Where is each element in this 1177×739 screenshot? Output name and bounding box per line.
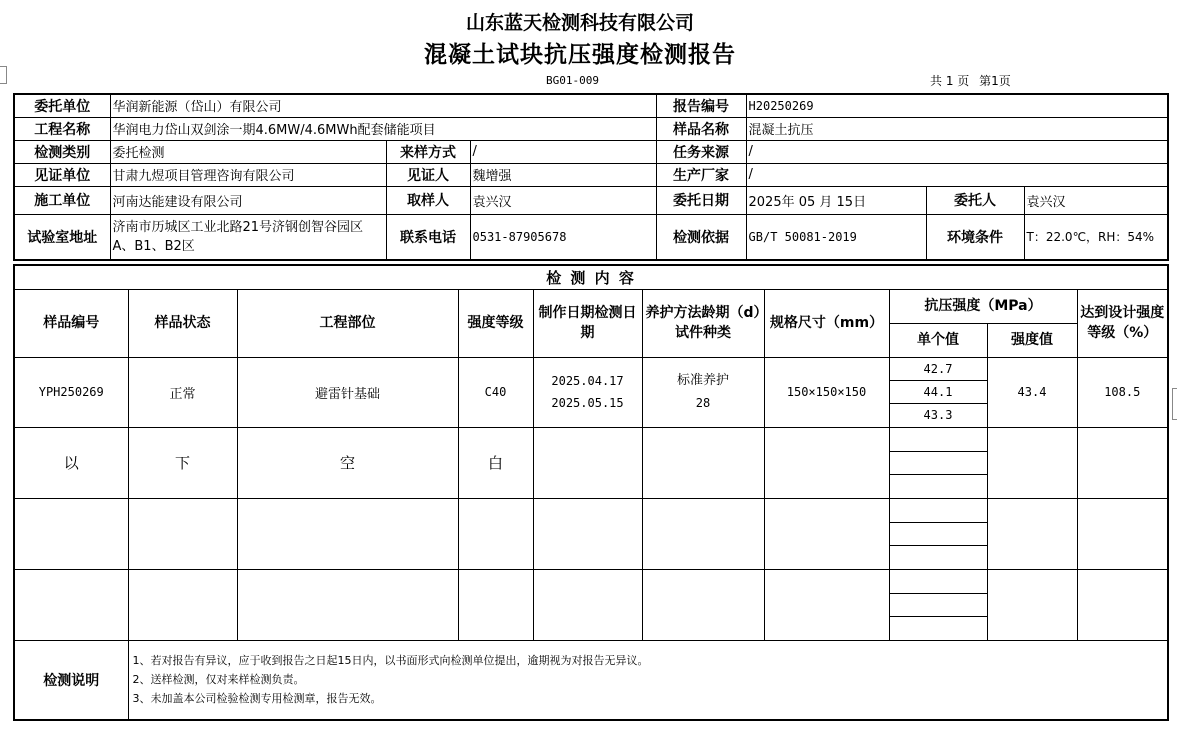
row-dates [533, 357, 642, 427]
row-size: 150×150×150 [764, 357, 889, 427]
col-cure: 养护方法龄期（d）试件种类 [642, 289, 764, 357]
note-line: 1、若对报告有异议，应于收到报告之日起15日内，以书面形式向检测单位提出，逾期视为对报告无异议。 [132, 654, 649, 668]
col-sample-no: 样品编号 [14, 289, 128, 357]
client-label: 委托单位 [14, 94, 110, 117]
client-value: 华润新能源（岱山）有限公司 [110, 94, 656, 117]
col-part: 工程部位 [237, 289, 458, 357]
constructor-value: 河南达能建设有限公司 [110, 186, 386, 214]
row-age: 28 [695, 396, 711, 410]
commission-date-label: 委托日期 [656, 186, 746, 214]
note-line: 3、未加盖本公司检验检测专用检测章，报告无效。 [132, 692, 382, 706]
col-single: 单个值 [889, 323, 987, 357]
row-sample-no: YPH250269 [14, 357, 128, 427]
report-no-value: H20250269 [746, 94, 1168, 117]
single-value: 42.7 [923, 362, 953, 376]
blank-mark: 白 [458, 427, 533, 498]
blank-row [14, 427, 1168, 498]
sample-name-label: 样品名称 [656, 117, 746, 140]
row-cure-method: 标准养护 [676, 373, 729, 388]
section-title: 检 测 内 容 [14, 265, 1168, 289]
row-singles [889, 357, 987, 427]
phone-value: 0531-87905678 [470, 214, 656, 260]
row-test-date: 2025.05.15 [551, 396, 624, 410]
project-label: 工程名称 [14, 117, 110, 140]
blank-mark: 以 [14, 427, 128, 498]
col-strength: 抗压强度（MPa） [889, 289, 1077, 323]
test-type-value: 委托检测 [110, 140, 386, 163]
sampler-value: 袁兴汉 [470, 186, 656, 214]
blank-row [14, 498, 1168, 569]
row-strength: 43.4 [987, 357, 1077, 427]
task-source-value: / [746, 140, 1168, 163]
col-strength-val: 强度值 [987, 323, 1077, 357]
witness-value: 魏增强 [470, 163, 656, 186]
note-line: 2、送样检测，仅对来样检测负责。 [132, 673, 305, 687]
col-state: 样品状态 [128, 289, 237, 357]
sampling-label: 来样方式 [386, 140, 470, 163]
commission-date-value: 2025年 05 月 15日 [746, 186, 926, 214]
row-grade: C40 [458, 357, 533, 427]
blank-mark: 空 [237, 427, 458, 498]
sampler-label: 取样人 [386, 186, 470, 214]
project-value: 华润电力岱山双剑涂一期4.6MW/4.6MWh配套储能项目 [110, 117, 656, 140]
row-make-date: 2025.04.17 [551, 374, 624, 388]
doc-number: BG01-009 [546, 74, 599, 87]
basis-label: 检测依据 [656, 214, 746, 260]
constructor-label: 施工单位 [14, 186, 110, 214]
single-value: 44.1 [890, 380, 987, 403]
col-grade: 强度等级 [458, 289, 533, 357]
commissioner-label: 委托人 [926, 186, 1024, 214]
phone-label: 联系电话 [386, 214, 470, 260]
env-label: 环境条件 [926, 214, 1024, 260]
page-current: 第1页 [979, 74, 1011, 88]
basis-value: GB/T 50081-2019 [746, 214, 926, 260]
info-table [13, 93, 1169, 261]
env-value: T：22.0℃，RH：54% [1024, 214, 1168, 260]
blank-mark: 下 [128, 427, 237, 498]
pages-total: 共 1 页 [930, 74, 970, 88]
col-design: 达到设计强度等级（%） [1077, 289, 1168, 357]
commissioner-value: 袁兴汉 [1024, 186, 1168, 214]
report-no-label: 报告编号 [656, 94, 746, 117]
sample-name-value: 混凝土抗压 [746, 117, 1168, 140]
sampling-value: / [470, 140, 656, 163]
col-dates: 制作日期检测日期 [533, 289, 642, 357]
manufacturer-label: 生产厂家 [656, 163, 746, 186]
row-cure [642, 357, 764, 427]
table-row [14, 357, 1168, 427]
single-value: 43.3 [890, 403, 987, 426]
row-design: 108.5 [1077, 357, 1168, 427]
notes-label: 检测说明 [14, 640, 128, 720]
lab-address-label: 试验室地址 [14, 214, 110, 260]
report-title: 混凝土试块抗压强度检测报告 [424, 41, 736, 68]
witness-unit-label: 见证单位 [14, 163, 110, 186]
row-state: 正常 [128, 357, 237, 427]
blank-row [14, 569, 1168, 640]
notes [128, 640, 1168, 720]
witness-label: 见证人 [386, 163, 470, 186]
detect-table [13, 264, 1169, 721]
scroll-marker-right [1172, 388, 1177, 420]
company-name: 山东蓝天检测科技有限公司 [465, 12, 694, 34]
lab-address-value: 济南市历城区工业北路21号济钢创智谷园区A、B1、B2区 [110, 214, 386, 260]
witness-unit-value: 甘肃九煜项目管理咨询有限公司 [110, 163, 386, 186]
manufacturer-value: / [746, 163, 1168, 186]
col-size: 规格尺寸（mm） [764, 289, 889, 357]
row-part: 避雷针基础 [237, 357, 458, 427]
task-source-label: 任务来源 [656, 140, 746, 163]
page-info [930, 72, 1017, 89]
test-type-label: 检测类别 [14, 140, 110, 163]
